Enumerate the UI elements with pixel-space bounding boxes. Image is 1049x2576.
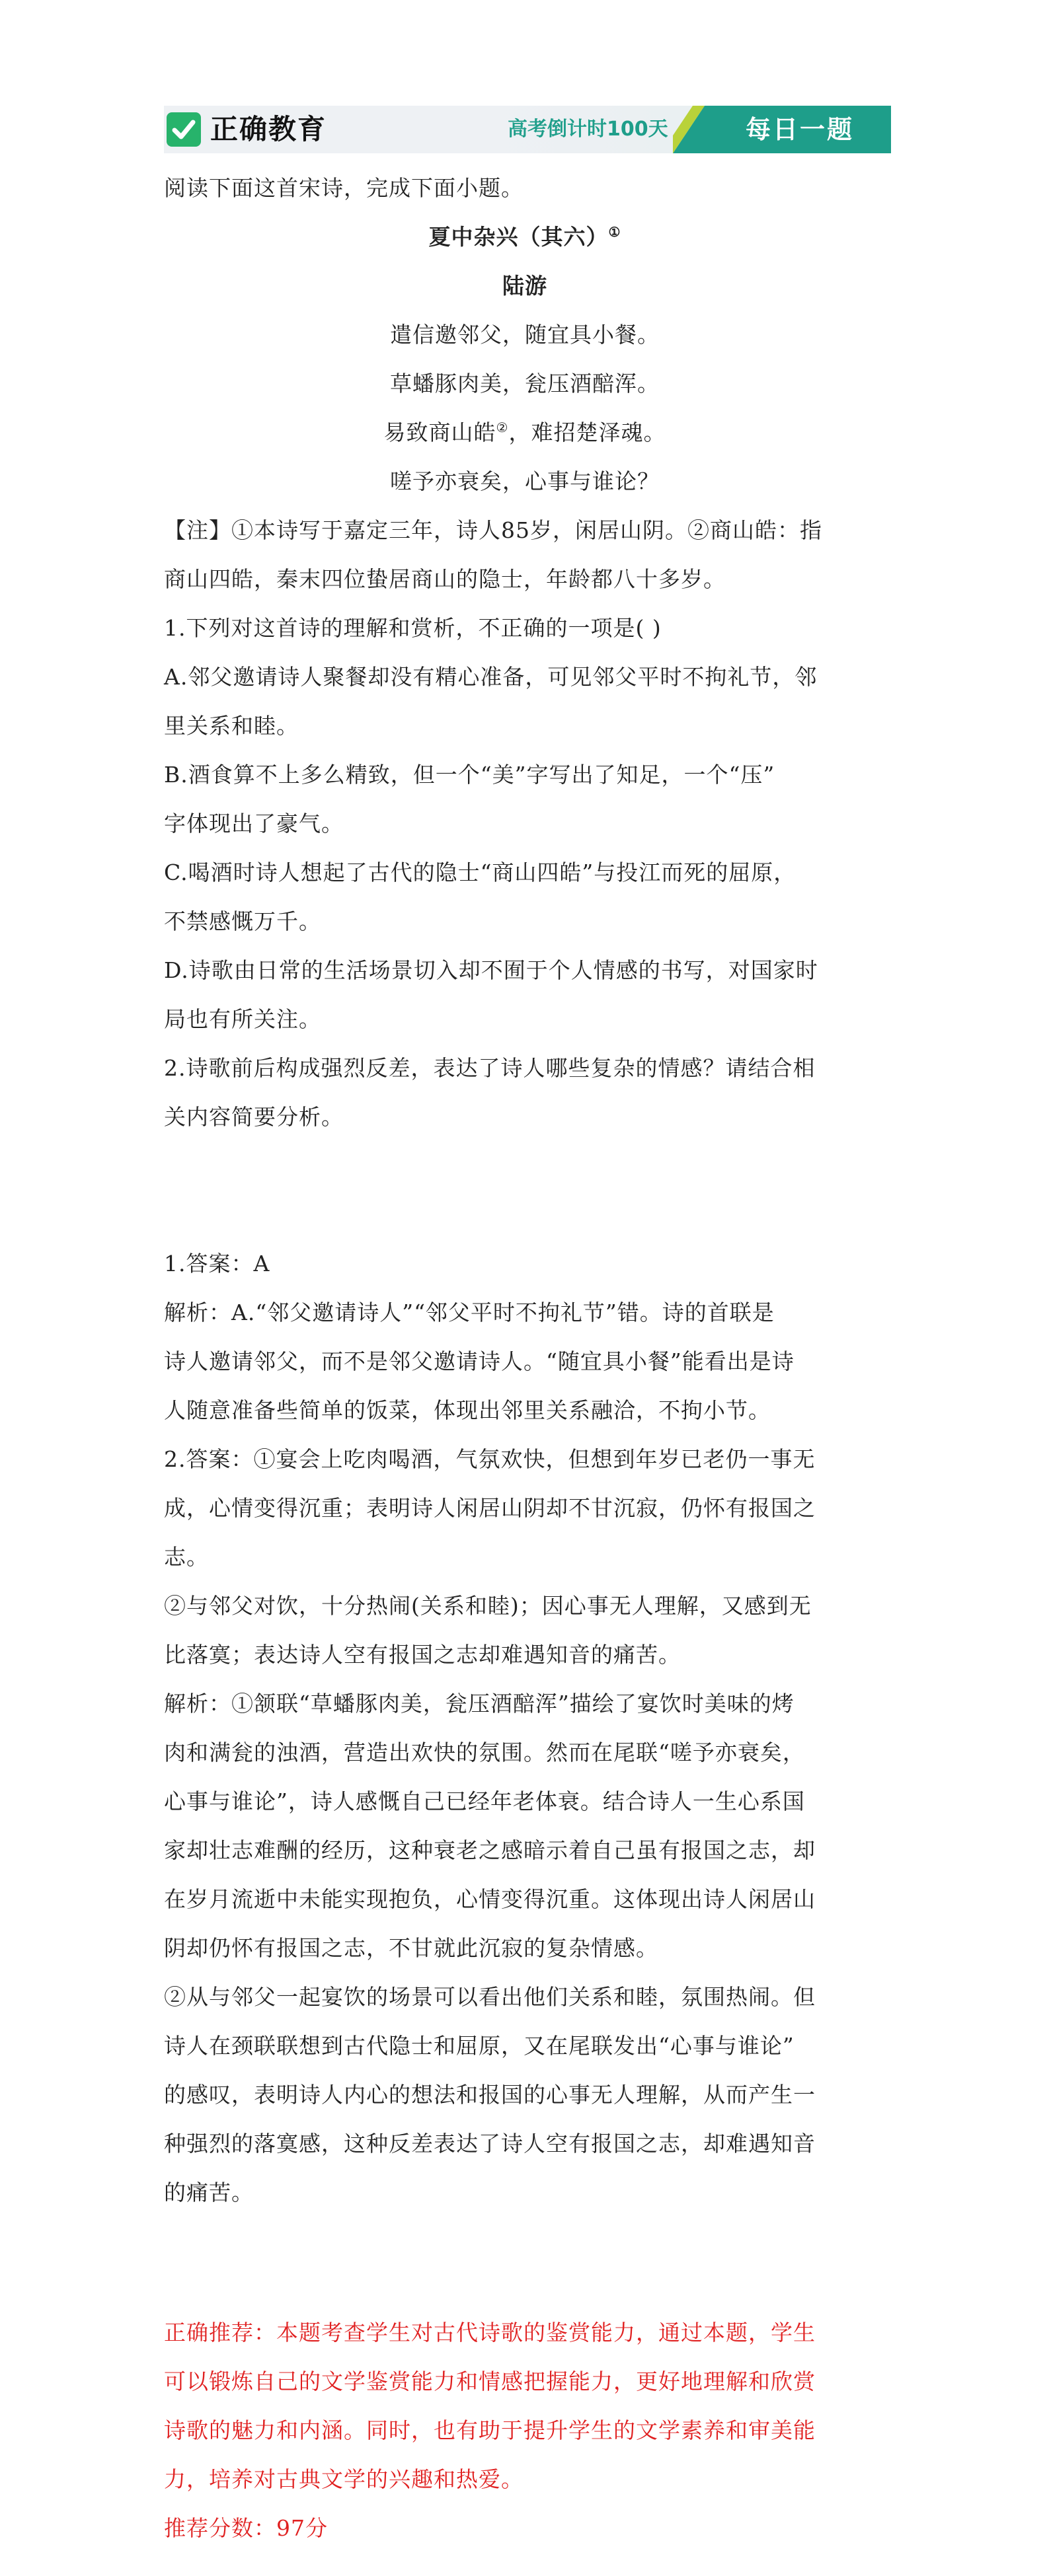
question-line: 局也有所关注。 xyxy=(164,1006,321,1032)
answer-line: 成，心情变得沉重；表明诗人闲居山阴却不甘沉寂，仍怀有报国之 xyxy=(164,1495,816,1521)
poem-author: 陆游 xyxy=(502,273,547,299)
poem-line: 草蟠豚肉美，瓮压酒醅浑。 xyxy=(390,371,660,396)
intro-text: 阅读下面这首宋诗，完成下面小题。 xyxy=(164,175,524,201)
answer-line: 2.答案：①宴会上吃肉喝酒，气氛欢快，但想到年岁已老仍一事无 xyxy=(164,1446,816,1472)
header-banner xyxy=(164,106,886,153)
answer-line: 志。 xyxy=(164,1544,209,1570)
question-line: 2.诗歌前后构成强烈反差，表达了诗人哪些复杂的情感？请结合相 xyxy=(164,1055,816,1081)
answer-line: 的感叹，表明诗人内心的想法和报国的心事无人理解，从而产生一 xyxy=(164,2082,816,2108)
recommend-line: 力，培养对古典文学的兴趣和热爱。 xyxy=(164,2466,524,2492)
recommend-line: 可以锻炼自己的文学鉴赏能力和情感把握能力，更好地理解和欣赏 xyxy=(164,2369,816,2394)
brand-logo-text: 正确教育 xyxy=(210,113,327,145)
check-icon xyxy=(167,112,201,147)
answer-line: 在岁月流逝中未能实现抱负，心情变得沉重。这体现出诗人闲居山 xyxy=(164,1886,816,1912)
note-line: 商山四皓，秦末四位蛰居商山的隐士，年龄都八十多岁。 xyxy=(164,566,726,592)
recommend-line: 正确推荐：本题考查学生对古代诗歌的鉴赏能力，通过本题，学生 xyxy=(164,2320,816,2345)
answer-line: 比落寞；表达诗人空有报国之志却难遇知音的痛苦。 xyxy=(164,1642,681,1668)
poem-line: 嗟予亦衰矣，心事与谁论？ xyxy=(390,468,660,494)
answer-line: 阴却仍怀有报国之志，不甘就此沉寂的复杂情感。 xyxy=(164,1935,658,1961)
question-line: C.喝酒时诗人想起了古代的隐士“商山四皓”与投江而死的屈原， xyxy=(164,860,796,885)
countdown-text: 高考倒计时100天 xyxy=(508,118,668,141)
answer-line: 人随意准备些简单的饭菜，体现出邻里关系融洽，不拘小节。 xyxy=(164,1397,771,1423)
answer-line: 解析：①颔联“草蟠豚肉美，瓮压酒醅浑”描绘了宴饮时美味的烤 xyxy=(164,1691,795,1716)
note-line: 【注】①本诗写于嘉定三年，诗人85岁，闲居山阴。②商山皓：指 xyxy=(164,517,822,543)
answer-line: 心事与谁论”，诗人感慨自己已经年老体衰。结合诗人一生心系国 xyxy=(164,1788,805,1814)
recommend-line: 诗歌的魅力和内涵。同时，也有助于提升学生的文学素养和审美能 xyxy=(164,2417,816,2443)
answer-line: 的痛苦。 xyxy=(164,2180,254,2205)
answer-line: 肉和满瓮的浊酒，营造出欢快的氛围。然而在尾联“嗟予亦衰矣， xyxy=(164,1740,805,1765)
poem-line-footnote-mark: ② xyxy=(496,420,509,435)
answer-line: 家却壮志难酬的经历，这种衰老之感暗示着自己虽有报国之志，却 xyxy=(164,1837,816,1863)
poem-title-footnote-mark: ① xyxy=(608,224,621,240)
question-line: 关内容简要分析。 xyxy=(164,1104,344,1130)
recommend-score: 推荐分数：97分 xyxy=(164,2515,328,2541)
question-line: A.邻父邀请诗人聚餐却没有精心准备，可见邻父平时不拘礼节，邻 xyxy=(164,664,818,690)
question-line: 字体现出了豪气。 xyxy=(164,811,344,836)
daily-question-label: 每日一题 xyxy=(746,115,855,144)
answer-line: ②从与邻父一起宴饮的场景可以看出他们关系和睦，氛围热闹。但 xyxy=(164,1984,816,2010)
question-line: B.酒食算不上多么精致，但一个“美”字写出了知足，一个“压” xyxy=(164,762,775,788)
poem-title-text: 夏中杂兴（其六） xyxy=(428,224,609,250)
poem-line: 遣信邀邻父，随宜具小餐。 xyxy=(390,322,660,348)
answer-line: 1.答案：A xyxy=(164,1251,270,1276)
answer-line: 诗人邀请邻父，而不是邻父邀请诗人。“随宜具小餐”能看出是诗 xyxy=(164,1348,795,1374)
poem-line-part: 易致商山皓 xyxy=(383,420,496,445)
answer-line: 种强烈的落寞感，这种反差表达了诗人空有报国之志，却难遇知音 xyxy=(164,2131,816,2156)
question-line: 里关系和睦。 xyxy=(164,713,299,739)
question-line: 1.下列对这首诗的理解和赏析，不正确的一项是( ) xyxy=(164,615,662,641)
poem-line xyxy=(164,408,886,457)
question-line: 不禁感慨万千。 xyxy=(164,908,321,934)
answer-line: 解析：A.“邻父邀请诗人”“邻父平时不拘礼节”错。诗的首联是 xyxy=(164,1300,775,1325)
answer-line: 诗人在颈联联想到古代隐士和屈原，又在尾联发出“心事与谁论” xyxy=(164,2033,795,2059)
poem-line-part: ，难招楚泽魂。 xyxy=(508,420,666,445)
question-line: D.诗歌由日常的生活场景切入却不囿于个人情感的书写，对国家时 xyxy=(164,957,818,983)
answer-line: ②与邻父对饮，十分热闹(关系和睦)；因心事无人理解，又感到无 xyxy=(164,1593,812,1619)
poem-title xyxy=(164,213,886,261)
